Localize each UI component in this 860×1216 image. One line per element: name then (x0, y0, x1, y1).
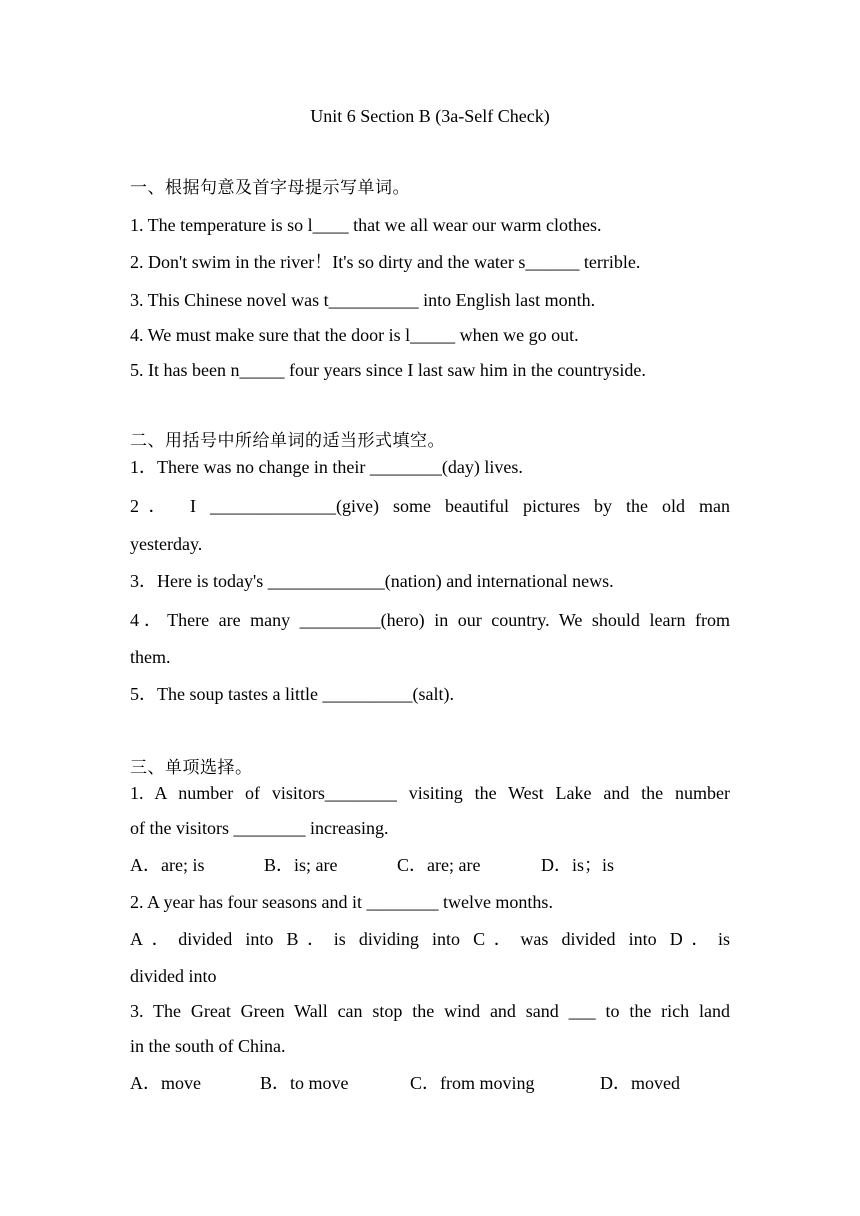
section-3-question-1-option-c: C．are; are (397, 855, 481, 875)
section-2-question-4-line-1: 4．There are many _________(hero) in our country. We should learn from (130, 610, 730, 630)
section-3-question-3-line-1: 3. The Great Green Wall can stop the wind and sand ___ to the rich land (130, 1001, 730, 1021)
section-2-question-2-line-1: 2． I ______________(give) some beautiful pictures by the old man (130, 496, 730, 516)
section-1-item-2: 2. Don't swim in the river！It's so dirty and the water s______ terrible. (130, 252, 641, 272)
section-1-item-1: 1. The temperature is so l____ that we all wear our warm clothes. (130, 215, 602, 235)
section-3-heading: 三、单项选择。 (130, 758, 253, 778)
section-3-question-2: 2. A year has four seasons and it ________ twelve months. (130, 892, 553, 912)
section-2-question-5: 5．The soup tastes a little __________(salt). (130, 684, 454, 704)
section-3-question-1-option-d: D．is；is (541, 855, 615, 875)
page-title: Unit 6 Section B (3a-Self Check) (310, 106, 550, 126)
section-3-question-3-option-c: C．from moving (410, 1073, 535, 1093)
section-1-item-5: 5. It has been n_____ four years since I last saw him in the countryside. (130, 360, 646, 380)
section-1-heading: 一、根据句意及首字母提示写单词。 (130, 178, 410, 198)
section-3-question-3-line-2: in the south of China. (130, 1036, 286, 1056)
section-2-heading: 二、用括号中所给单词的适当形式填空。 (130, 431, 445, 451)
section-3-question-1-line-2: of the visitors ________ increasing. (130, 818, 389, 838)
section-3-question-2-options-line-2: divided into (130, 966, 217, 986)
section-1-item-3: 3. This Chinese novel was t__________ into English last month. (130, 290, 596, 310)
section-3-question-1-option-b: B．is; are (264, 855, 338, 875)
section-1-item-4: 4. We must make sure that the door is l_____ when we go out. (130, 325, 579, 345)
section-3-question-1-line-1: 1. A number of visitors________ visiting the West Lake and the number (130, 783, 730, 803)
section-3-question-3-option-a: A．move (130, 1073, 201, 1093)
section-3-question-3-option-d: D．moved (600, 1073, 680, 1093)
section-2-question-3: 3．Here is today's _____________(nation) and international news. (130, 571, 614, 591)
section-2-question-2-line-2: yesterday. (130, 534, 203, 554)
section-3-question-3-option-b: B．to move (260, 1073, 349, 1093)
section-2-question-4-line-2: them. (130, 647, 171, 667)
section-3-question-2-options-line-1: A．divided into B．is dividing into C．was divided into D．is (130, 929, 730, 949)
section-2-question-1: 1．There was no change in their ________(day) lives. (130, 457, 523, 477)
section-3-question-1-option-a: A．are; is (130, 855, 205, 875)
